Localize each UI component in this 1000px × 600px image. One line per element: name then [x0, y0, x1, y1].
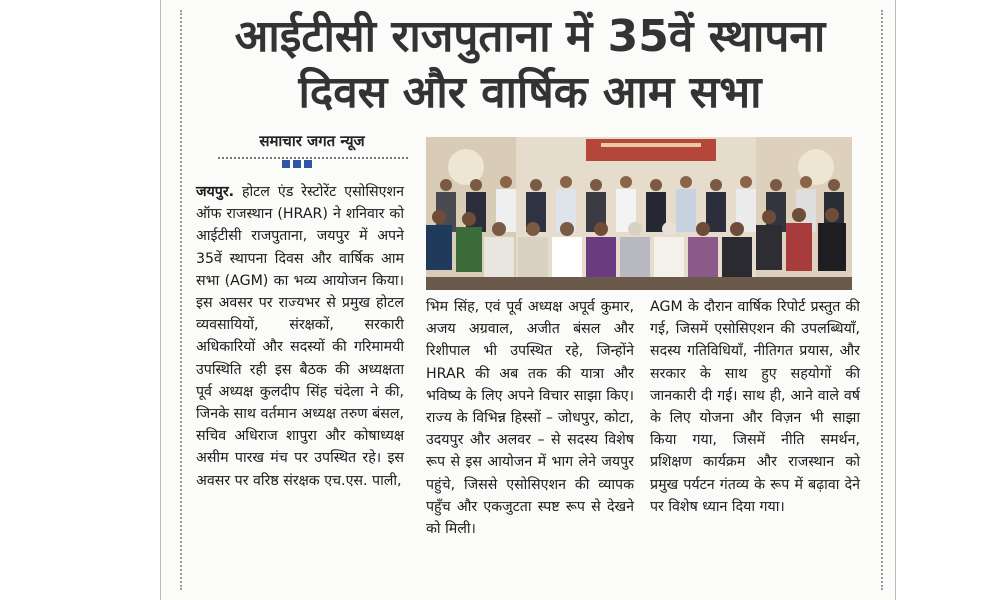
ornament-square — [304, 160, 312, 168]
news-source-byline: समाचार जगत न्यूज — [259, 132, 365, 150]
left-dotted-border — [180, 10, 182, 590]
dateline: जयपुर. — [196, 184, 235, 200]
headline-line-1: आईटीसी राजपुताना में 35वें स्थापना — [234, 11, 826, 62]
column-1-text: होटल एंड रेस्टोरेंट एसोसिएशन ऑफ राजस्थान (HRAR) ने शनिवार को आईटीसी राजपुताना, जयपुर में अपने 35वें स्थापना दिवस और वार्षिक आम सभा (AGM) का भव्य आयोजन किया। इस अवसर पर राज्यभर से प्रमुख होटल व्यवसायियों, संरक्षकों, सरकारी अधिकारियों और सदस्यों की गरिमामयी उपस्थिति रही इस बैठक की अध्यक्षता पूर्व अध्यक्ष कुलदीप सिंह चंदेला ने की, जिनके साथ वर्तमान अध्यक्ष तरुण बंसल, सचिव अधिराज शापुरा और कोषाध्यक्ष असीम पारख मंच पर उपस्थित रहे। इस अवसर पर वरिष्ठ संरक्षक एच.एस. पाली, — [196, 184, 404, 489]
article-column-3 — [650, 296, 860, 518]
group-photo — [426, 137, 852, 290]
ornament-square — [282, 160, 290, 168]
column-2-text: भिम सिंह, एवं पूर्व अध्यक्ष अपूर्व कुमार, अजय अग्रवाल, अजीत बंसल और रिशीपाल भी उपस्थित रहे, जिन्होंने HRAR की अब तक की यात्रा और भविष्य के लिए अपने विचार साझा किए। राज्य के विभिन्न हिस्सों – जोधपुर, कोटा, उदयपुर और अलवर – से सदस्य विशेष रूप से इस आयोजन में भाग लेने जयपुर पहुंचे, जिससे एसोसिएशन की व्यापक पहुँच और एकजुटता स्पष्ट रूप से देखने को मिली। — [426, 299, 634, 538]
article-column-1 — [196, 181, 404, 492]
ornament-square — [293, 160, 301, 168]
right-dotted-border — [881, 10, 883, 590]
column-3-text: AGM के दौरान वार्षिक रिपोर्ट प्रस्तुत की गई, जिसमें एसोसिएशन की उपलब्धियाँ, सदस्य गतिविधियाँ, नीतिगत प्रयास, और सरकार के साथ हुए सहयोगों की जानकारी दी गई। साथ ही, आने वाले वर्ष के लिए योजना और विज़न भी साझा किया गया, जिसमें नीति समर्थन, प्रशिक्षण कार्यक्रम और राजस्थान को प्रमुख पर्यटन गंतव्य के रूप में बढ़ावा देने पर विशेष ध्यान दिया गया। — [650, 299, 860, 515]
byline-dotted-rule — [218, 157, 408, 159]
article-column-2 — [426, 296, 634, 540]
byline-ornament — [282, 160, 312, 168]
headline-line-2: दिवस और वार्षिक आम सभा — [298, 67, 762, 118]
